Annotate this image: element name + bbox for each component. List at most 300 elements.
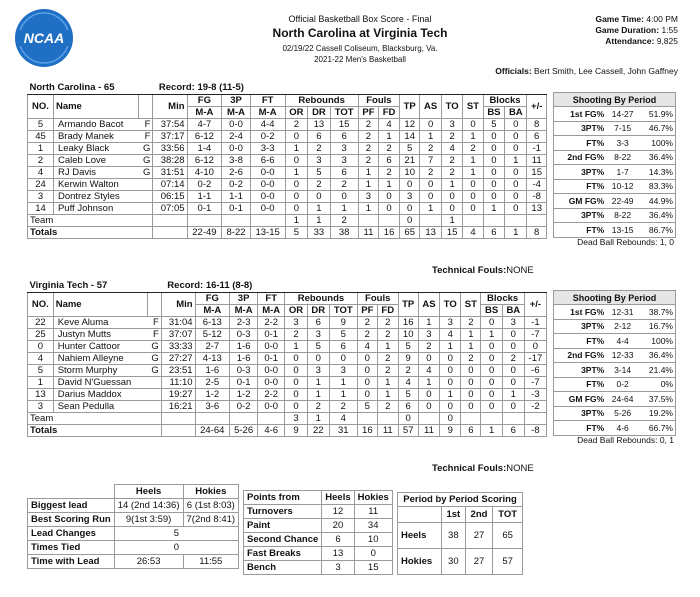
header-row: [28, 94, 547, 106]
stat-p3: 0-1: [222, 202, 250, 214]
summary-label: Time with Lead: [28, 555, 115, 569]
summary-hokies-value: 11:55: [183, 555, 239, 569]
stat-as: 0: [418, 352, 439, 364]
stat-ft: 0-0: [250, 166, 285, 178]
stat-fd: 2: [379, 166, 400, 178]
team-stat-ba: [502, 412, 524, 424]
player-name: Dontrez Styles: [53, 190, 138, 202]
stat-ba: 2: [502, 352, 524, 364]
player-number: 5: [28, 118, 54, 130]
shooting-label: [554, 348, 607, 363]
stat-ft: 4-4: [250, 118, 285, 130]
col-pos-header: [139, 94, 153, 118]
stat-to: 0: [441, 202, 462, 214]
totals-ft: 4-6: [258, 424, 285, 436]
totals-fd: 11: [377, 424, 398, 436]
stat-pm: -6: [524, 364, 546, 376]
stat-pm: -2: [524, 400, 546, 412]
player-minutes: 07:14: [153, 178, 187, 190]
stat-type-label: FT%: [586, 137, 605, 148]
player-name: Justyn Mutts: [53, 328, 147, 340]
stat-ba: 0: [502, 340, 524, 352]
technical-fouls: [432, 265, 534, 276]
subheader-ba: BA: [505, 106, 527, 118]
stat-ft: 0-0: [258, 376, 285, 388]
stat-to: 0: [441, 190, 462, 202]
player-row: [28, 190, 547, 202]
stat-tp: 0: [400, 178, 420, 190]
stat-st: 2: [461, 316, 481, 328]
stat-type-label: FG%: [584, 350, 605, 361]
totals-st: 4: [463, 226, 483, 238]
stat-fd: 2: [379, 142, 400, 154]
summary-value: 0: [114, 541, 238, 555]
player-number: 2: [28, 154, 54, 166]
player-name: Keve Aluma: [53, 316, 147, 328]
stat-tot: 5: [329, 328, 357, 340]
player-number: 3: [28, 190, 54, 202]
stat-ft: 0-0: [258, 340, 285, 352]
header-row: [28, 292, 547, 304]
shooting-row: [554, 377, 676, 392]
player-name: Puff Johnson: [53, 202, 138, 214]
stat-pm: 6: [527, 130, 547, 142]
stat-pf: 0: [357, 376, 377, 388]
stat-or: 2: [285, 328, 308, 340]
shooting-made-attempted: 7-15: [606, 121, 639, 136]
stat-as: 7: [420, 154, 442, 166]
stat-bs: 0: [481, 316, 502, 328]
game-summary-table: [27, 484, 239, 569]
venue: 02/19/22 Cassell Coliseum, Blacksburg, Va.: [282, 44, 438, 53]
totals-p3: 5-26: [230, 424, 258, 436]
player-position: G: [147, 364, 161, 376]
stat-as: 1: [420, 202, 442, 214]
player-minutes: 06:15: [153, 190, 187, 202]
stat-fg: 6-12: [187, 130, 222, 142]
summary-row: [28, 555, 239, 569]
team-stat-tp: 0: [398, 412, 418, 424]
stat-dr: 5: [308, 166, 330, 178]
points-from-heels: 12: [322, 505, 354, 519]
team-stat-bs: [481, 412, 502, 424]
team-record: Record: 19-8 (11-5): [153, 82, 547, 94]
stat-as: 0: [420, 118, 442, 130]
team-stat-as: [420, 214, 442, 226]
technical-fouls-label: Technical Fouls:: [432, 463, 507, 474]
stat-pf: 0: [357, 352, 377, 364]
stat-to: 0: [440, 352, 461, 364]
shooting-percentage: 100%: [639, 334, 675, 349]
stat-tp: 14: [400, 130, 420, 142]
player-row: [28, 316, 547, 328]
report-header: [200, 14, 520, 65]
player-row: [28, 340, 547, 352]
stat-ft: 2-2: [258, 316, 285, 328]
subheader-dr: DR: [308, 106, 330, 118]
stat-tot: 2: [329, 400, 357, 412]
stat-or: 0: [285, 352, 308, 364]
col-blocks-header: Blocks: [483, 94, 527, 106]
player-row: [28, 388, 547, 400]
stat-ft: 0-1: [258, 328, 285, 340]
stat-bs: 0: [483, 166, 505, 178]
shooting-made-attempted: 13-15: [606, 223, 639, 238]
totals-fd: 16: [379, 226, 400, 238]
stat-fg: 1-6: [195, 364, 229, 376]
player-row: [28, 178, 547, 190]
team-score-title: Virginia Tech - 57: [28, 280, 162, 292]
player-name: Hunter Cattoor: [53, 340, 147, 352]
stat-dr: 1: [307, 388, 329, 400]
shooting-label: [554, 179, 607, 194]
player-minutes: 38:28: [153, 154, 187, 166]
stat-ba: 0: [505, 190, 527, 202]
stat-bs: 0: [483, 190, 505, 202]
points-from-label: Paint: [244, 519, 322, 533]
stat-tp: 5: [398, 388, 418, 400]
subheader-pf: PF: [357, 304, 377, 316]
shooting-label: [554, 165, 607, 180]
technical-fouls-value: NONE: [506, 463, 534, 474]
period-score-2nd: 27: [465, 523, 492, 549]
shooting-by-period-header: Shooting By Period: [554, 291, 676, 305]
team-stat-p3: [222, 214, 250, 226]
stat-fd: 6: [379, 154, 400, 166]
player-position: [147, 388, 161, 400]
team-stat-ft: [250, 214, 285, 226]
player-minutes: 19:27: [161, 388, 195, 400]
shooting-made-attempted: 22-49: [606, 194, 639, 209]
totals-ba: 1: [505, 226, 527, 238]
player-minutes: 37:17: [153, 130, 187, 142]
stat-bs: 0: [483, 130, 505, 142]
totals-pf: 16: [357, 424, 377, 436]
stat-fg: 3-6: [195, 400, 229, 412]
stat-dr: 5: [307, 340, 329, 352]
shooting-label: [554, 121, 607, 136]
summary-hokies-value: 6 (1st 8:03): [183, 499, 239, 513]
player-row: [28, 118, 547, 130]
shooting-made-attempted: 12-33: [606, 348, 639, 363]
col-to-header: TO: [441, 94, 462, 118]
stat-ba: 0: [502, 328, 524, 340]
period-team-label: Heels: [398, 523, 442, 549]
stat-to: 4: [440, 328, 461, 340]
stat-type-label: FG%: [584, 393, 605, 404]
team-stat-bs: [483, 214, 505, 226]
subheader-or: OR: [285, 106, 308, 118]
player-number: 45: [28, 130, 54, 142]
summary-row: [28, 513, 239, 527]
player-row: [28, 328, 547, 340]
stat-to: 1: [441, 178, 462, 190]
totals-as: 13: [420, 226, 442, 238]
stat-pf: 2: [358, 154, 378, 166]
stat-type-label: 3PT%: [581, 123, 605, 134]
stat-to: 0: [440, 364, 461, 376]
totals-to: 9: [440, 424, 461, 436]
stat-ba: 0: [505, 166, 527, 178]
stat-pm: -7: [524, 376, 546, 388]
stat-as: 0: [420, 190, 442, 202]
stat-pm: -17: [524, 352, 546, 364]
shooting-percentage: 36.4%: [639, 150, 675, 165]
team-stat-pf: [357, 412, 377, 424]
player-number: 1: [28, 142, 54, 154]
player-minutes: 11:10: [161, 376, 195, 388]
summary-hokies-header: Hokies: [183, 485, 239, 499]
stat-ba: 1: [502, 388, 524, 400]
player-position: G: [147, 340, 161, 352]
stat-tot: 1: [330, 202, 358, 214]
stat-tp: 5: [398, 340, 418, 352]
points-from-heels-header: Heels: [322, 491, 354, 505]
stat-bs: 0: [481, 340, 502, 352]
summary-label: Times Tied: [28, 541, 115, 555]
shooting-label: [554, 421, 607, 436]
shooting-label: [554, 194, 607, 209]
shooting-percentage: 21.4%: [639, 363, 675, 378]
col-st-header: ST: [463, 94, 483, 118]
shooting-made-attempted: 8-22: [606, 208, 639, 223]
stat-or: 1: [285, 166, 308, 178]
totals-tot: 38: [330, 226, 358, 238]
stat-fg: 5-12: [195, 328, 229, 340]
subheader-or: OR: [285, 304, 308, 316]
stat-st: 0: [463, 202, 483, 214]
stat-pf: 1: [358, 178, 378, 190]
period-score-tot: 57: [493, 549, 523, 575]
col-st-header: ST: [461, 292, 481, 316]
player-name: Brady Manek: [53, 130, 138, 142]
team-stat-fg: [187, 214, 222, 226]
shooting-row: [554, 107, 676, 122]
stat-dr: 0: [308, 190, 330, 202]
subheader-bs: BS: [483, 106, 505, 118]
stat-pf: 2: [357, 316, 377, 328]
stat-type-label: 3PT%: [581, 408, 605, 419]
stat-fd: 0: [379, 202, 400, 214]
stat-ft: 0-2: [250, 130, 285, 142]
player-name: David N'Guessan: [53, 376, 147, 388]
stat-p3: 1-2: [230, 388, 258, 400]
stat-as: 2: [420, 166, 442, 178]
shooting-label: [554, 107, 607, 122]
period-label: 1st: [570, 306, 583, 317]
stat-dr: 3: [307, 328, 329, 340]
col-as-header: AS: [418, 292, 439, 316]
stat-or: 0: [285, 190, 308, 202]
team-stat-or: 1: [285, 214, 308, 226]
totals-label: Totals: [28, 226, 153, 238]
totals-as: 11: [418, 424, 439, 436]
col-ft-header: FT: [258, 292, 285, 304]
stat-or: 1: [285, 142, 308, 154]
points-from-hokies-header: Hokies: [354, 491, 392, 505]
player-position: F: [147, 316, 161, 328]
col-fg-header: FG: [187, 94, 222, 106]
summary-heels-header: Heels: [114, 485, 183, 499]
stat-pm: -8: [527, 190, 547, 202]
period-score-1st: 30: [441, 549, 465, 575]
stat-fg: 4-13: [195, 352, 229, 364]
player-minutes: 37:07: [161, 328, 195, 340]
shooting-made-attempted: 12-31: [606, 305, 639, 320]
stat-ft: 0-1: [258, 352, 285, 364]
shooting-row: [554, 150, 676, 165]
subheader-tot: TOT: [329, 304, 357, 316]
stat-dr: 1: [307, 376, 329, 388]
subheader-ma: M-A: [222, 106, 250, 118]
stat-ba: 1: [505, 154, 527, 166]
subheader-fd: FD: [379, 106, 400, 118]
shooting-made-attempted: 8-22: [606, 150, 639, 165]
stat-fd: 1: [379, 130, 400, 142]
player-row: [28, 352, 547, 364]
subheader-ma: M-A: [187, 106, 222, 118]
stat-or: 0: [285, 202, 308, 214]
shooting-percentage: 46.7%: [639, 121, 675, 136]
totals-or: 5: [285, 226, 308, 238]
team-row: [28, 214, 547, 226]
team-stat-p3: [230, 412, 258, 424]
stat-ba: 0: [505, 178, 527, 190]
shooting-made-attempted: 4-6: [606, 421, 639, 436]
stat-tp: 9: [398, 352, 418, 364]
points-from-hokies: 34: [354, 519, 392, 533]
stat-fd: 2: [377, 364, 398, 376]
shooting-row: [554, 179, 676, 194]
player-position: [139, 202, 153, 214]
team-stat-tot: 2: [330, 214, 358, 226]
col-no-header: NO.: [28, 292, 54, 316]
points-from-label: Second Chance: [244, 533, 322, 547]
shooting-made-attempted: 2-12: [606, 319, 639, 334]
officials-names: Bert Smith, Lee Cassell, John Gaffney: [534, 66, 678, 76]
team-stat-pm: [527, 214, 547, 226]
dead-ball-rebounds: Dead Ball Rebounds: 1, 0: [577, 237, 674, 247]
stat-dr: 13: [308, 118, 330, 130]
stat-pf: 4: [357, 340, 377, 352]
shooting-percentage: 36.4%: [639, 208, 675, 223]
game-label: GM: [568, 195, 583, 206]
totals-pm: 8: [527, 226, 547, 238]
stat-st: 1: [463, 130, 483, 142]
stat-tot: 6: [330, 166, 358, 178]
points-from-label: Turnovers: [244, 505, 322, 519]
stat-p3: 0-2: [222, 178, 250, 190]
stat-st: 0: [461, 388, 481, 400]
stat-as: 3: [418, 328, 439, 340]
stat-to: 3: [441, 118, 462, 130]
stat-ft: 3-3: [250, 142, 285, 154]
stat-bs: 0: [483, 178, 505, 190]
team-row: [28, 412, 547, 424]
shooting-by-period: [553, 92, 676, 238]
player-number: 13: [28, 388, 54, 400]
player-number: 5: [28, 364, 54, 376]
shooting-percentage: 16.7%: [639, 319, 675, 334]
stat-as: 1: [418, 316, 439, 328]
points-from-table: [243, 490, 393, 575]
stat-tp: 2: [398, 364, 418, 376]
points-from-header: Points from: [244, 491, 322, 505]
player-position: F: [139, 118, 153, 130]
player-name: Kerwin Walton: [53, 178, 138, 190]
player-position: G: [139, 142, 153, 154]
stat-type-label: FG%: [584, 152, 605, 163]
team-label: Team: [28, 214, 153, 226]
stat-p3: 1-6: [230, 340, 258, 352]
stat-ba: 0: [505, 118, 527, 130]
attendance: 9,825: [656, 36, 678, 46]
stat-pm: 11: [527, 154, 547, 166]
stat-tp: 10: [398, 328, 418, 340]
stat-tot: 3: [330, 154, 358, 166]
stat-as: 2: [418, 340, 439, 352]
points-from-hokies: 15: [354, 561, 392, 575]
stat-type-label: FT%: [586, 422, 605, 433]
subheader-ma: M-A: [250, 106, 285, 118]
stat-type-label: FT%: [586, 335, 605, 346]
stat-dr: 3: [308, 154, 330, 166]
stat-bs: 0: [481, 388, 502, 400]
stat-as: 0: [418, 400, 439, 412]
player-number: 4: [28, 166, 54, 178]
ncaa-logo: [14, 8, 74, 68]
stat-as: 1: [418, 376, 439, 388]
game-label: GM: [568, 393, 583, 404]
team-stat-to: 1: [441, 214, 462, 226]
stat-fd: 2: [377, 316, 398, 328]
stat-st: 1: [461, 328, 481, 340]
stat-pm: 0: [524, 340, 546, 352]
team-stat-dr: 1: [308, 214, 330, 226]
shooting-row: [554, 406, 676, 421]
totals-or: 9: [285, 424, 308, 436]
shooting-percentage: 14.3%: [639, 165, 675, 180]
shooting-made-attempted: 4-4: [606, 334, 639, 349]
stat-or: 0: [285, 130, 308, 142]
subheader-tot: TOT: [330, 106, 358, 118]
col-3p-header: 3P: [222, 94, 250, 106]
stat-fd: 4: [379, 118, 400, 130]
shooting-percentage: 66.7%: [639, 421, 675, 436]
shooting-made-attempted: 5-26: [606, 406, 639, 421]
col-blocks-header: Blocks: [481, 292, 524, 304]
shooting-made-attempted: 1-7: [606, 165, 639, 180]
stat-fd: 1: [379, 178, 400, 190]
shooting-label: [554, 334, 607, 349]
stat-type-label: 3PT%: [581, 166, 605, 177]
stat-tot: 3: [330, 142, 358, 154]
stat-type-label: 3PT%: [581, 210, 605, 221]
stat-or: 0: [285, 400, 308, 412]
col-min-header: Min: [153, 94, 187, 118]
matchup-title: North Carolina at Virginia Tech: [272, 26, 448, 40]
totals-ba: 6: [502, 424, 524, 436]
team-stat-fg: [195, 412, 229, 424]
player-number: 24: [28, 178, 54, 190]
stat-bs: 0: [481, 376, 502, 388]
stat-ft: 0-0: [250, 202, 285, 214]
stat-ba: 0: [505, 130, 527, 142]
player-minutes: 07:05: [153, 202, 187, 214]
stat-as: 4: [418, 364, 439, 376]
stat-tp: 0: [400, 202, 420, 214]
shooting-row: [554, 208, 676, 223]
